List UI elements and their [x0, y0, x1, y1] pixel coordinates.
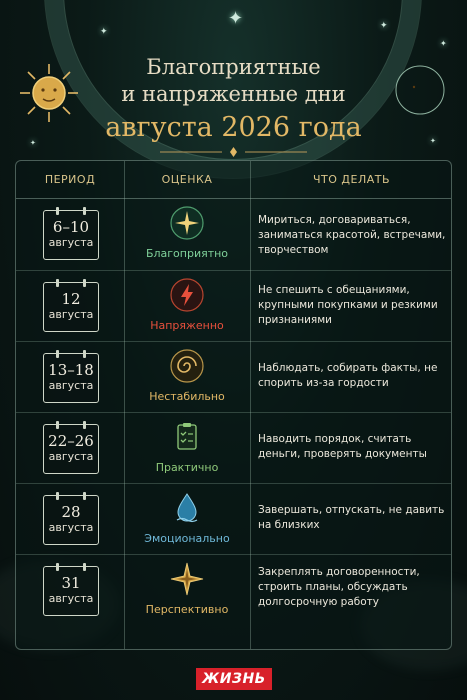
table-row — [16, 270, 451, 341]
page-title — [60, 54, 407, 146]
row-rating: Нестабильно — [149, 390, 225, 403]
row-rating: Напряженно — [150, 319, 224, 332]
checklist-icon — [169, 419, 205, 455]
brand-logo: ЖИЗНЬ — [196, 668, 272, 690]
water-drop-icon — [169, 490, 205, 526]
row-todo: Наблюдать, собирать факты, не спорить из-за гордости — [258, 362, 438, 389]
row-month: августа — [48, 308, 94, 321]
row-todo: Завершать, отпускать, не давить на близких — [258, 504, 445, 531]
row-rating: Благоприятно — [145, 247, 229, 260]
ornament-divider-icon — [160, 147, 307, 157]
calendar-table — [15, 160, 452, 650]
row-month: августа — [48, 236, 94, 249]
title-line-highlight: августа 2026 года — [105, 112, 362, 143]
swirl-icon — [169, 348, 205, 384]
calendar-icon — [43, 282, 99, 332]
row-rating: Перспективно — [145, 603, 229, 616]
star-icon: ✦ — [30, 139, 36, 147]
row-todo: Наводить порядок, считать деньги, проверять документы — [258, 433, 427, 460]
compass-star-icon — [169, 205, 205, 241]
row-date: 6–10 — [52, 218, 90, 236]
row-date: 12 — [61, 290, 81, 308]
row-date: 13–18 — [48, 361, 94, 379]
row-date: 22–26 — [48, 432, 94, 450]
calendar-icon — [43, 210, 99, 260]
column-header-rating: ОЦЕНКА — [161, 173, 213, 186]
table-header — [16, 161, 451, 199]
row-month: августа — [48, 379, 94, 392]
table-row — [16, 199, 451, 270]
row-month: августа — [48, 450, 94, 463]
column-header-todo: ЧТО ДЕЛАТЬ — [312, 173, 391, 186]
calendar-icon — [43, 353, 99, 403]
row-date: 31 — [61, 574, 81, 592]
row-rating: Эмоционально — [144, 532, 230, 545]
row-todo: Мириться, договариваться, заниматься красотой, встречами, творчеством — [258, 214, 446, 256]
star-icon: ✦ — [430, 137, 436, 145]
row-todo: Не спешить с обещаниями, крупными покупками и резкими признаниями — [258, 284, 438, 326]
calendar-icon — [43, 566, 99, 616]
title-line: и напряженные дни — [121, 82, 346, 106]
row-month: августа — [48, 592, 94, 605]
calendar-icon — [43, 424, 99, 474]
row-todo: Закреплять договоренности, строить планы, обсуждать долгосрочную работу — [258, 566, 420, 608]
table-row — [16, 341, 451, 412]
title-line: Благоприятные — [146, 55, 321, 79]
row-rating: Практично — [155, 461, 219, 474]
table-row — [16, 412, 451, 483]
star-icon: ✦ — [380, 21, 388, 31]
row-month: августа — [48, 521, 94, 534]
table-row — [16, 483, 451, 554]
star-icon: ✦ — [228, 8, 244, 29]
calendar-icon — [43, 495, 99, 545]
table-row — [16, 554, 451, 625]
star-icon: ✦ — [100, 27, 108, 37]
compass-rose-icon — [169, 561, 205, 597]
column-header-period: ПЕРИОД — [44, 173, 96, 186]
star-icon: ✦ — [440, 39, 447, 48]
lightning-icon — [169, 277, 205, 313]
row-date: 28 — [61, 503, 81, 521]
